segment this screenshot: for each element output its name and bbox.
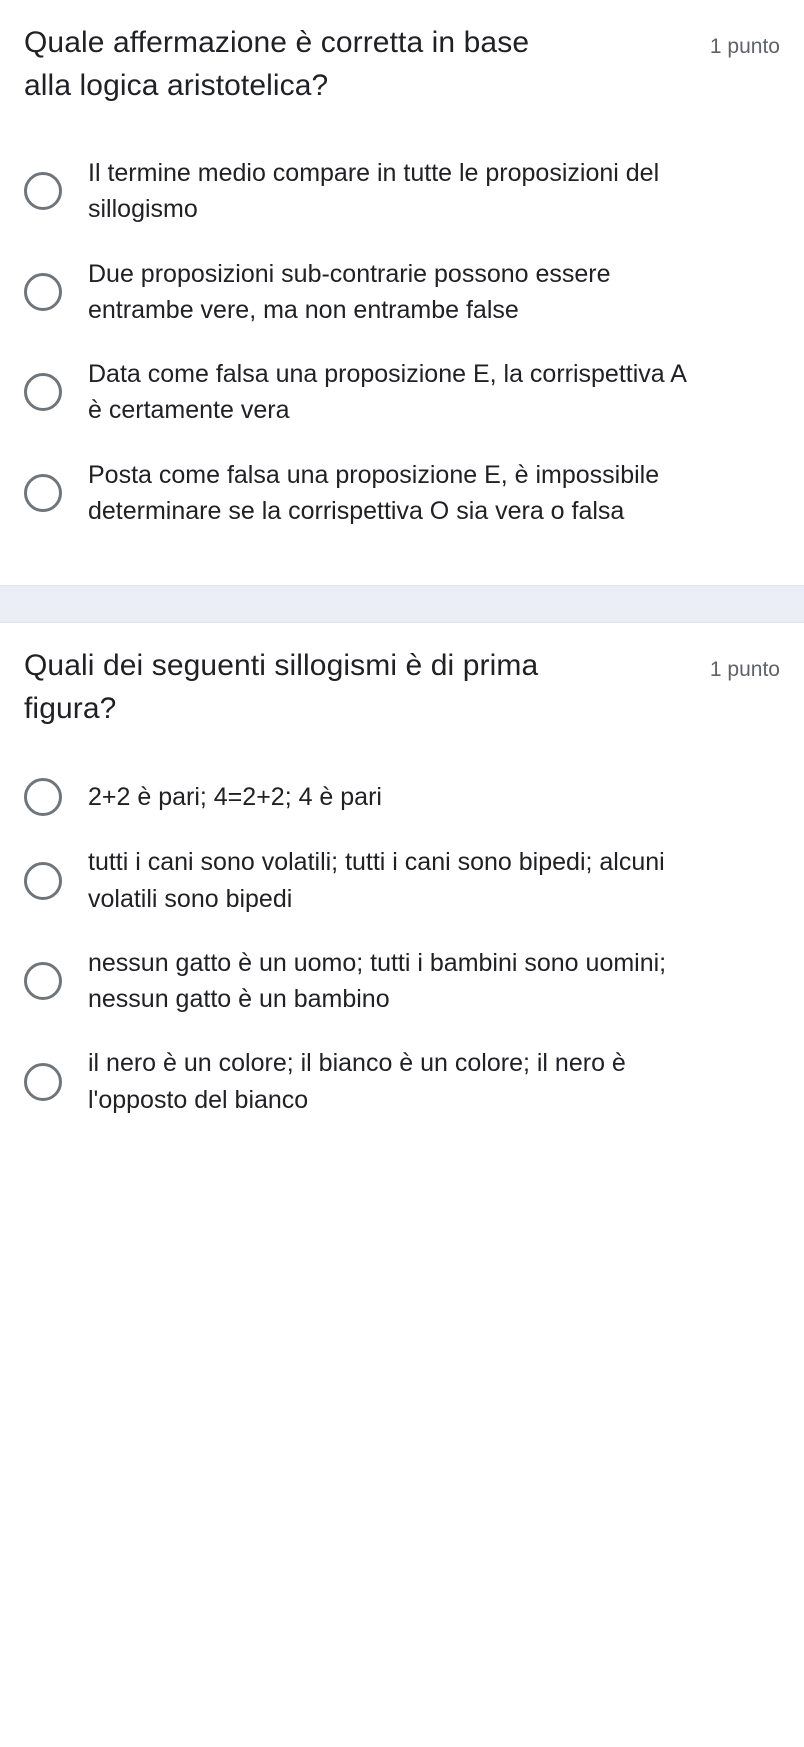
question-points: 1 punto: [709, 35, 780, 58]
question-points: 1 punto: [709, 658, 780, 682]
radio-button-icon[interactable]: [24, 373, 62, 411]
option-row[interactable]: [24, 443, 780, 544]
option-label: Il termine medio compare in tutte le proposizioni del sillogismo: [88, 159, 660, 224]
question-title: Quali dei seguenti sillogismi è di prima figura?: [24, 649, 539, 725]
option-row[interactable]: [24, 141, 780, 242]
option-label: tutti i cani sono volatili; tutti i cani sono bipedi; alcuni volatili sono bipedi: [88, 848, 665, 913]
radio-button-icon[interactable]: [24, 172, 62, 210]
radio-button-icon[interactable]: [24, 1063, 62, 1101]
option-label: il nero è un colore; il bianco è un colore; il nero è l'opposto del bianco: [88, 1049, 626, 1114]
option-label: nessun gatto è un uomo; tutti i bambini sono uomini; nessun gatto è un bambino: [88, 948, 667, 1014]
radio-button-icon[interactable]: [24, 273, 62, 311]
options-group: [24, 764, 780, 1132]
radio-button-icon[interactable]: [24, 778, 62, 816]
card-gap: [0, 569, 804, 585]
option-row[interactable]: [24, 931, 780, 1032]
option-label: Posta come falsa una proposizione E, è impossibile determinare se la corrispettiva O sia vera o falsa: [88, 460, 660, 525]
option-label: Data come falsa una proposizione E, la corrispettiva A è certamente vera: [88, 360, 686, 425]
option-label: Due proposizioni sub-contrarie possono essere entrambe vere, ma non entrambe false: [88, 259, 611, 324]
radio-button-icon[interactable]: [24, 862, 62, 900]
option-label: 2+2 è pari; 4=2+2; 4 è pari: [88, 783, 382, 812]
option-row[interactable]: [24, 764, 780, 830]
radio-button-icon[interactable]: [24, 962, 62, 1000]
question-card-1: [0, 0, 804, 569]
option-row[interactable]: [24, 1031, 780, 1132]
question-header: [24, 22, 780, 107]
option-row[interactable]: [24, 242, 780, 343]
radio-button-icon[interactable]: [24, 474, 62, 512]
option-row[interactable]: [24, 830, 780, 931]
question-card-2: [0, 623, 804, 1158]
question-title: Quale affermazione è corretta in base alla logica aristotelica?: [24, 26, 530, 102]
section-divider: [0, 585, 804, 623]
options-group: [24, 141, 780, 543]
question-header: [24, 645, 780, 730]
option-row[interactable]: [24, 342, 780, 443]
